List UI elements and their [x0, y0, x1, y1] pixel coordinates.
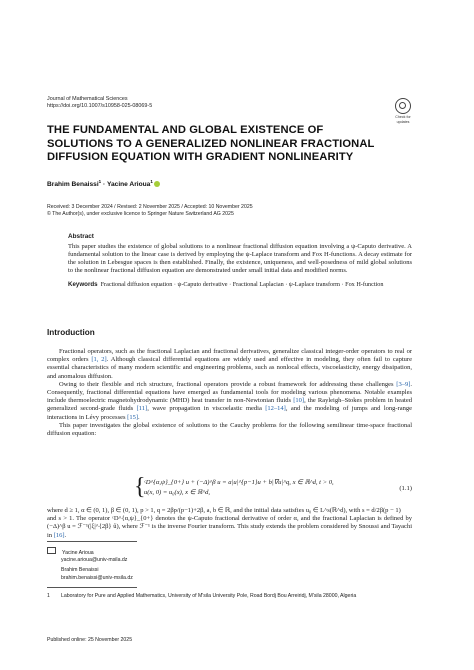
email-link[interactable]: yacine.arioua@univ-msila.dz	[61, 557, 128, 564]
text-line	[47, 515, 412, 540]
author-separator: ·	[103, 181, 106, 189]
correspondence-block	[47, 547, 407, 582]
badge-label-2: updates	[396, 120, 410, 124]
equation-line-2: u(x, 0) = u₀(x), x ∈ ℝ^d,	[144, 489, 211, 496]
author-name[interactable]: Brahim Benaissi	[47, 181, 99, 189]
text-run: , the Rayleigh–Stokes problem in heated generalized second-grade fluids	[47, 397, 413, 413]
text-run: , wave propagation in viscoelastic media	[147, 405, 266, 413]
text-run: . Consequently, fractional differential equations have emerged as fundamental tools for modeling various phenomena. Notable examples include thermoelectric magnetohydrodynamic (MHD) heat transfer in non-Newtonian fluids	[47, 380, 412, 405]
citation-link[interactable]: [15]	[127, 413, 138, 421]
envelope-icon	[47, 547, 56, 554]
keywords-text: Fractional diffusion equation · ψ-Caputo derivative · Fractional Laplacian · ψ-Laplace transform · Fox H-function	[100, 281, 384, 289]
affiliation-text: Laboratory for Pure and Applied Mathematics, University of M'sila University Pole, Road Bordj Bou Arreiridj, M'sila 28000, Algeria	[61, 593, 357, 599]
paragraph	[47, 381, 412, 422]
display-equation	[134, 474, 412, 502]
keywords-block	[68, 281, 412, 289]
correspondence-entry	[47, 547, 407, 557]
author-list	[47, 179, 160, 188]
abstract-block	[68, 233, 412, 289]
affiliation-block	[47, 593, 412, 600]
text-run: .	[64, 531, 67, 539]
received-dates: Received: 3 December 2024 / Revised: 2 November 2025 / Accepted: 10 November 2025	[47, 204, 253, 210]
citation-link[interactable]: [10]	[293, 397, 305, 405]
text-run: and s > 1. The operator ᶜD^{α,ψ}_{0+} denotes the ψ-Caputo fractional derivative of order α, and the fractional Laplacian is defined by (−Δ)^β u = ℱ⁻¹(|ξ|^{2β} û), where ℱ⁻¹ is the inverse Fourier transform. This study extends the problem considered by Snoussi and Tayachi in	[47, 515, 412, 539]
citation-link[interactable]: [12–14]	[265, 405, 286, 413]
text-run: , and the modeling of jumps and long-range interactions in Lévy processes	[47, 405, 412, 421]
citation-link[interactable]: [3–9]	[396, 380, 411, 388]
journal-name: Journal of Mathematical Sciences	[47, 96, 128, 102]
publication-dates	[47, 204, 253, 218]
footnote-divider	[47, 587, 137, 588]
abstract-text: This paper studies the existence of global solutions to a nonlinear fractional diffusion equation involving a ψ-Caputo derivative. A fundamental solution to the linear case is derived by employing the ψ-Laplace transform and Fox H-functions. A decay estimate for the solution in Lebesgue spaces is then established. Finally, the existence, uniqueness, and well-posedness of mild global solutions to the nonlinear fractional diffusion equation are demonstrated under small initial data and modified norms.	[68, 243, 412, 275]
equation-number: (1.1)	[399, 485, 412, 492]
affiliation-marker: 1	[150, 179, 153, 184]
check-for-updates-badge[interactable]	[394, 98, 412, 124]
post-equation-text	[47, 507, 412, 540]
paragraph: This paper investigates the global existence of solutions to the Cauchy problems for the following semilinear time-space fractional diffusion equation:	[47, 421, 412, 438]
text-run: Fractional operators, such as the fractional Laplacian and fractional derivatives, generalize classical integer-order operators to real or complex orders	[47, 348, 412, 364]
paper-title: THE FUNDAMENTAL AND GLOBAL EXISTENCE OF SOLUTIONS TO A GENERALIZED NONLINEAR FRACTIONAL DIFFUSION EQUATION WITH GRADIENT NONLINEARITY	[47, 124, 375, 164]
journal-doi-link[interactable]: https://doi.org/10.1007/s10958-025-08069-5	[47, 103, 153, 109]
keywords-label: Keywords	[68, 281, 98, 289]
citation-link[interactable]: [16]	[53, 531, 65, 539]
footnote-divider	[47, 541, 137, 542]
affiliation-number: 1	[47, 593, 50, 599]
text-line: where d ≥ 1, α ∈ (0, 1), β ∈ (0, 1), p > 1, q = 2βp/(p−1)+2β, a, b ∈ ℝ, and the initial data satisfies u₀ ∈ L^s(ℝ^d), with s = d/2β(p − 1)	[47, 507, 401, 514]
published-date: Published online: 25 November 2025	[47, 637, 133, 643]
badge-label-1: Check for	[395, 115, 411, 119]
introduction-text	[47, 348, 412, 438]
email-link[interactable]: brahim.benaissi@univ-msila.dz	[61, 574, 133, 581]
co-author-name: Brahim Benaissi	[61, 567, 99, 574]
journal-header	[47, 96, 152, 110]
text-run: . Although classical differential equations are widely used and effective in modeling, they often fail to capture essential characteristics of many modern scientific and engineering problems, such as nonlocal effects, viscoelasticity, energy dissipation, and anomalous diffusion.	[47, 356, 412, 380]
equation-brace: {	[134, 474, 146, 500]
paragraph	[47, 348, 412, 381]
corresponding-author-name: Yacine Arioua	[62, 550, 94, 556]
author-name[interactable]: Yacine Arioua	[106, 181, 151, 189]
citation-link[interactable]: [1, 2]	[91, 356, 107, 364]
text-run: .	[138, 413, 140, 421]
equation-line-1: ᶜD^{α,ψ}_{0+} u + (−Δ)^β u = a|u|^{p−1}u + b|∇u|^q, x ∈ ℝ^d, t > 0,	[144, 479, 334, 486]
section-heading-introduction: Introduction	[47, 328, 95, 337]
check-updates-icon	[395, 98, 411, 114]
affiliation-marker: 1	[98, 179, 102, 184]
orcid-icon[interactable]	[154, 181, 160, 187]
citation-link[interactable]: [11]	[136, 405, 148, 413]
abstract-heading: Abstract	[68, 233, 94, 240]
copyright-line: © The Author(s), under exclusive licence to Springer Nature Switzerland AG 2025	[47, 211, 234, 217]
text-run: Owing to their flexible and rich structure, fractional operators provide a robust framework for addressing these challenges	[59, 380, 397, 388]
